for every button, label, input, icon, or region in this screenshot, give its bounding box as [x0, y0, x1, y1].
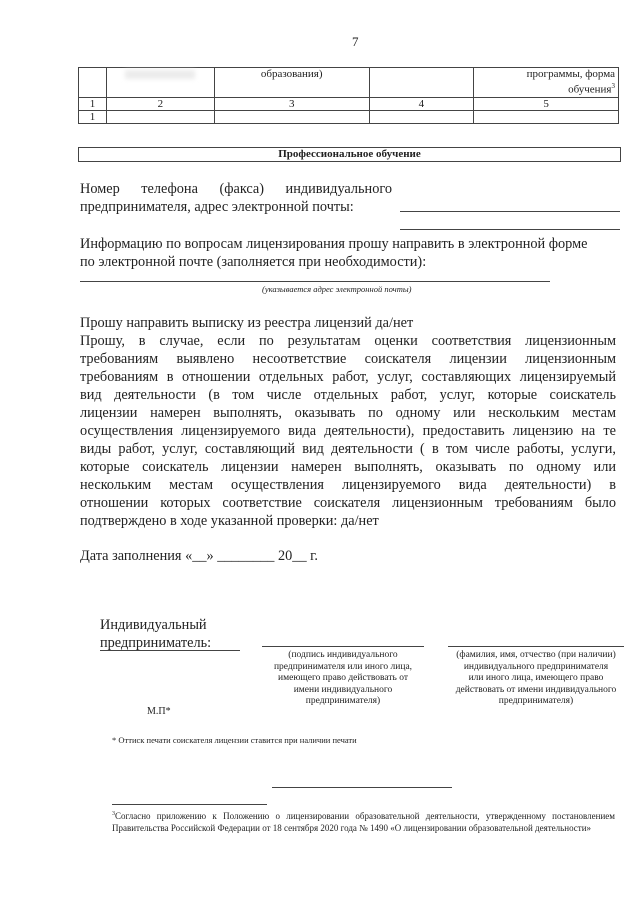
table-header-program: программы, форма обучения$^3$ [474, 68, 619, 98]
name-field-line[interactable] [448, 646, 624, 647]
table-cell [369, 111, 474, 124]
table-number-row [79, 98, 619, 111]
signature-label-line2: предприниматель: [100, 635, 212, 651]
stamp-note: * Оттиск печати соискателя лицензии ставится при наличии печати [112, 735, 357, 745]
table-cell [106, 68, 214, 98]
entrepreneur-line [100, 650, 240, 651]
paragraph-line: которые соискатель лицензии намерен выполнять, оказывать по одному или [80, 459, 616, 475]
table-cell [106, 111, 214, 124]
paragraph-line: требованиям в отношении отдельных работ, услуг, составляющих лицензируемый [80, 369, 616, 385]
table-cell: 1 [79, 111, 107, 124]
table-cell: 5 [474, 98, 619, 111]
stamp-placeholder: М.П* [147, 706, 171, 717]
paragraph-line: лицензии намерен выполнять, оказывать по одному или нескольким местам [80, 405, 616, 421]
paragraph-line: осуществления лицензируемого вида деятельности), предоставить лицензию на те [80, 423, 616, 439]
paragraph-line: Прошу, в случае, если по результатам оценки соответствия лицензионным [80, 333, 616, 349]
licensing-info-line1: Информацию по вопросам лицензирования прошу направить в электронной форме [80, 236, 588, 252]
footnote-separator [112, 804, 267, 805]
email-hint: (указывается адрес электронной почты) [262, 284, 412, 294]
table-cell: 3 [214, 98, 369, 111]
name-caption: (фамилия, имя, отчество (при наличии) индивидуального предпринимателя или иного лица, имеющего право действовать от имени индивидуального предпринимателя) [455, 650, 617, 706]
paragraph-line: отношении которых соответствие соискателя лицензионным требованиям было [80, 495, 616, 511]
table-header-education: образования) [214, 68, 369, 98]
email-field-line[interactable] [400, 229, 620, 230]
paragraph-line: нескольким местам осуществления лицензируемого вида деятельности) в [80, 477, 616, 493]
paragraph-line: подтверждено в ходе указанной проверки: да/нет [80, 513, 379, 529]
table-row [79, 111, 619, 124]
paragraph-line: виды работ, услуг, составляющий вид деятельности ( в том числе работы, услуги, [80, 441, 616, 457]
signature-field-line[interactable] [262, 646, 424, 647]
footnote: $^3$Согласно приложению к Положению о лицензировании образовательной деятельности, утвержденному постановлением Правительства Российской Федерации от 18 сентября 2020 года № 1490 «О лицензировании образовательной деятельности» [112, 811, 615, 833]
separator-line [272, 787, 452, 788]
paragraph-line: вид деятельности (в том числе отдельных работ, услуг, которые соискатель [80, 387, 616, 403]
blurred-text [125, 70, 195, 79]
licensing-info-line2: по электронной почте (заполняется при необходимости): [80, 254, 427, 270]
phone-field-line[interactable] [400, 211, 620, 212]
table-cell [214, 111, 369, 124]
signature-caption: (подпись индивидуального предпринимателя или иного лица, имеющего право действовать от имени индивидуального предпринимателя) [273, 650, 413, 706]
page-number: 7 [352, 34, 359, 49]
request-paragraph [80, 332, 616, 530]
paragraph-line: требованиям выявлено несоответствие соискателя лицензии лицензионным [80, 351, 616, 367]
table-cell: 2 [106, 98, 214, 111]
date-line[interactable]: Дата заполнения «__» ________ 20__ г. [80, 548, 318, 564]
phone-label-line1: Номер телефона (факса) индивидуального [80, 181, 392, 197]
extract-request-text: Прошу направить выписку из реестра лицензий да/нет [80, 315, 414, 331]
table-cell [79, 68, 107, 98]
programs-table [78, 67, 619, 124]
table-cell [474, 111, 619, 124]
signature-label-line1: Индивидуальный [100, 617, 207, 633]
table-header-row [79, 68, 619, 98]
table-cell [369, 68, 474, 98]
table-cell: 1 [79, 98, 107, 111]
email-address-line[interactable] [80, 281, 550, 282]
section-title: Профессиональное обучение [78, 147, 621, 162]
phone-label-line2: предпринимателя, адрес электронной почты: [80, 199, 354, 215]
table-cell: 4 [369, 98, 474, 111]
